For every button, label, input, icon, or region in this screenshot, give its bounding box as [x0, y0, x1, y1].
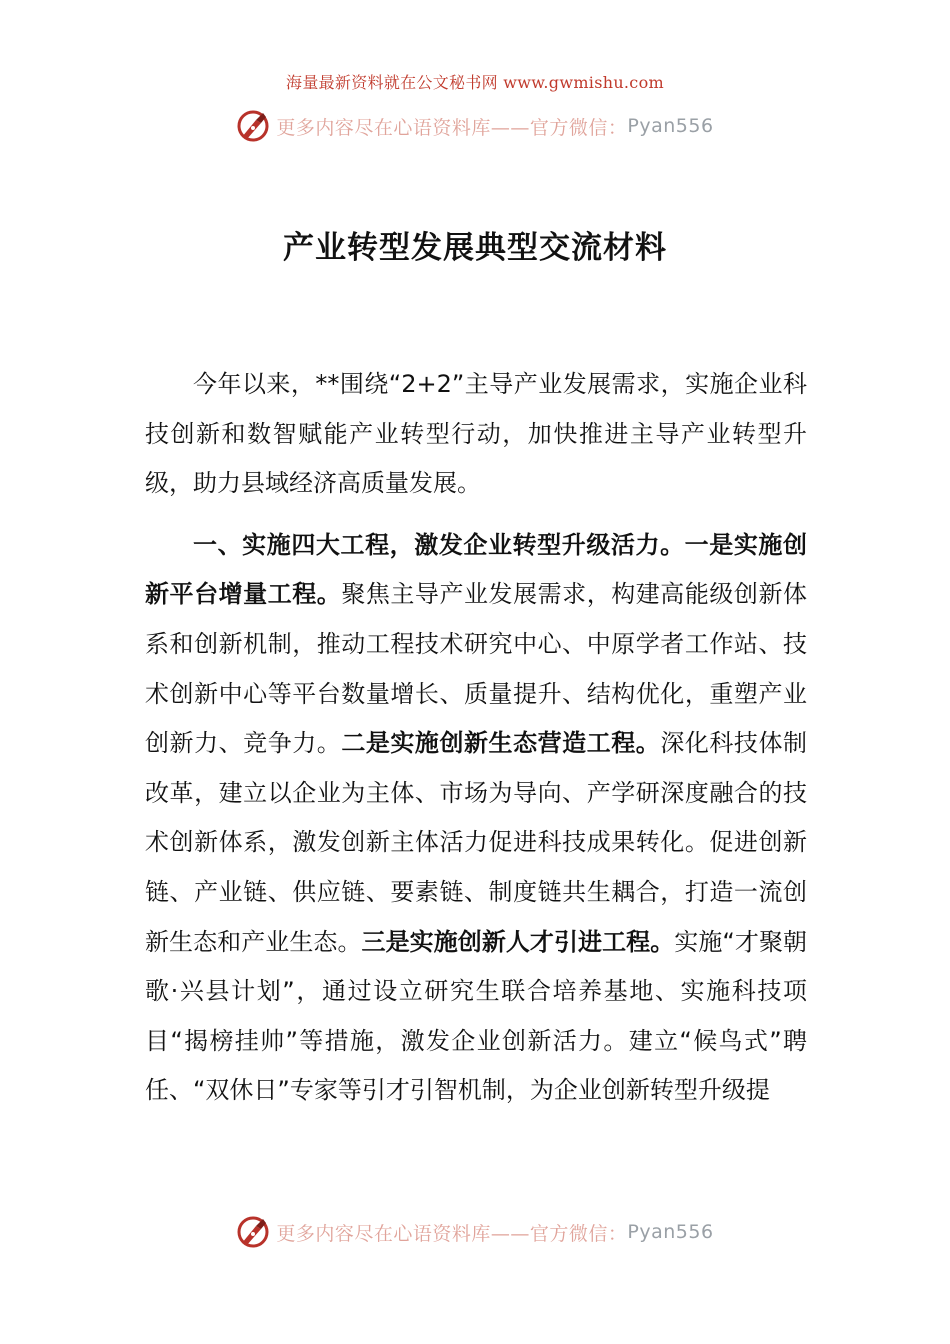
- pen-nib-logo-icon: [236, 109, 270, 143]
- pen-nib-logo-icon: [236, 1215, 270, 1249]
- banner-text: 更多内容尽在心语资料库——官方微信：: [276, 1222, 628, 1245]
- page-title: 产业转型发展典型交流材料: [283, 230, 667, 266]
- footer-banner: [0, 1212, 950, 1252]
- section-heading: 一、实施四大工程，激发企业转型升级活力。: [193, 530, 685, 559]
- document-body: [145, 360, 807, 1116]
- source-link[interactable]: 海量最新资料就在公文秘书网 www.gwmishu.com: [286, 73, 664, 92]
- banner-text: 更多内容尽在心语资料库——官方微信：: [276, 116, 628, 139]
- item-heading: 三是实施创新人才引进工程。: [361, 927, 675, 956]
- banner-wechat-id: Pyan556: [627, 1221, 714, 1243]
- intro-paragraph: 今年以来，**围绕“2+2”主导产业发展需求，实施企业科技创新和数智赋能产业转型行动，加快推进主导产业转型升级，助力县域经济高质量发展。: [145, 370, 807, 498]
- section-paragraph: [145, 521, 807, 1116]
- banner-wechat-id: Pyan556: [627, 115, 714, 137]
- item-heading: 一是实施创新平台增量工程。: [145, 530, 808, 609]
- header-banner: [0, 106, 950, 146]
- item-text: 深化科技体制改革，建立以企业为主体、市场为导向、产学研深度融合的技术创新体系，激发创新主体活力促进科技成果转化。促进创新链、产业链、供应链、要素链、制度链共生耦合，打造一流创新生态和产业生态。: [145, 729, 808, 956]
- item-heading: 二是实施创新生态营造工程。: [341, 729, 661, 758]
- item-text: 聚焦主导产业发展需求，构建高能级创新体系和创新机制，推动工程技术研究中心、中原学者工作站、技术创新中心等平台数量增长、质量提升、结构优化，重塑产业创新力、竞争力。: [145, 580, 808, 758]
- item-text: 实施“才聚朝歌·兴县计划”，通过设立研究生联合培养基地、实施科技项目“揭榜挂帅”等措施，激发企业创新活力。建立“候鸟式”聘任、“双休日”专家等引才引智机制，为企业创新转型升级提: [145, 927, 808, 1105]
